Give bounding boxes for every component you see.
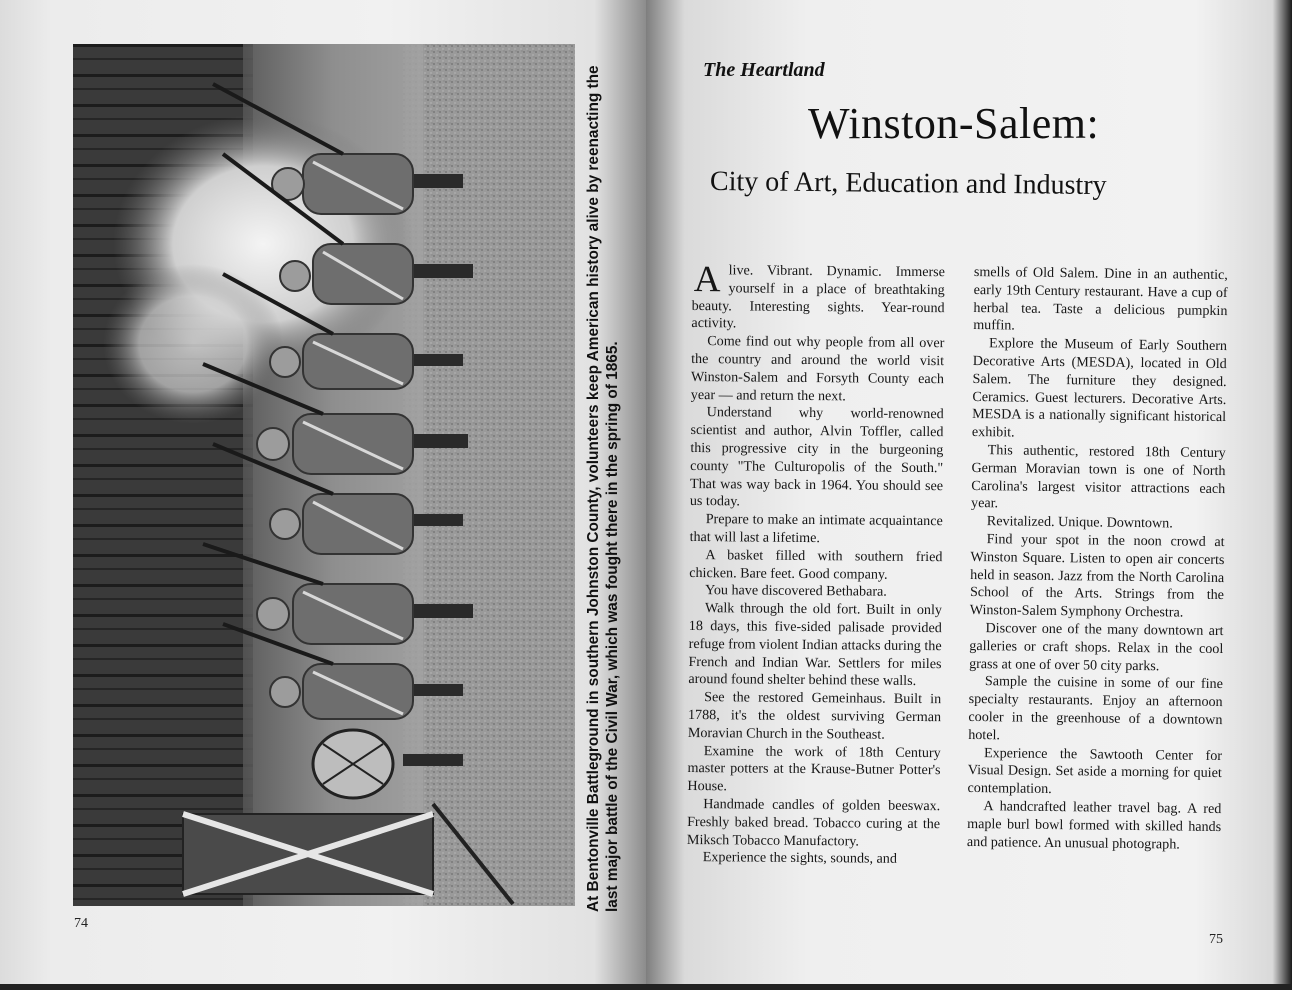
- text-column-1: [686, 259, 945, 869]
- paragraph: This authentic, restored 18th Century German Moravian town is one of North Carolina's largest visitor attractions each year.: [970, 442, 1226, 512]
- paragraph: Discover one of the many downtown art galleries or craft shops. Relax in the cool grass at one of over 50 city parks.: [969, 620, 1224, 674]
- photo-caption: [584, 44, 622, 912]
- paragraph: Find your spot in the noon crowd at Winston Square. Listen to open air concerts held in season. Jazz from the North Carolina School of the Arts. Strings from the Winston-Salem Symphony Orchestra.: [969, 531, 1225, 621]
- paragraph: Handmade candles of golden beeswax. Freshly baked bread. Tobacco curing at the Miksch Tobacco Manufactory.: [686, 796, 941, 849]
- caption-line-2: last major battle of the Civil War, which was fought there in the spring of 1865.: [604, 341, 621, 912]
- paragraph: A basket filled with southern fried chicken. Bare feet. Good company.: [689, 546, 943, 583]
- paragraph: Come find out why people from all over the country and around the world visit Winston-Salem and Forsyth County each year — and return the next.: [690, 333, 945, 404]
- article-title: Winston-Salem:: [808, 99, 1100, 148]
- paragraph: Explore the Museum of Early Southern Decorative Arts (MESDA), located in Old Salem. The furniture they designed. Ceramics. Guest lecturers. Decorative Arts. MESDA is a nationally significant historical exhibit.: [971, 335, 1228, 441]
- paragraph: Understand why world-renowned scientist and author, Alvin Toffler, called this progressive city in the burgeoning county "The Culturopolis of the South." That was way back in 1964. You should see us today.: [689, 404, 944, 510]
- paragraph: Walk through the old fort. Built in only 18 days, this five-sided palisade provided refuge from violent Indian attacks during the French and Indian War. Settlers for miles around found shelter behind these walls.: [688, 600, 943, 690]
- paragraph: Experience the Sawtooth Center for Visual Design. Set aside a morning for quiet contemplation.: [967, 744, 1223, 798]
- paragraph: See the restored Gemeinhaus. Built in 1788, it's the oldest surviving German Moravian Church in the Southeast.: [687, 689, 942, 743]
- paragraph: You have discovered Bethabara.: [705, 582, 887, 601]
- paragraph: Alive. Vibrant. Dynamic. Immerse yourself in a place of breathtaking beauty. Interesting sights. Year-round activity.: [691, 259, 945, 332]
- drop-cap: A: [693, 259, 721, 301]
- paragraph: smells of Old Salem. Dine in an authentic, early 19th Century restaurant. Have a cup of herbal tea. Taste a delicious pumpkin muffin.: [973, 264, 1228, 334]
- scan-edge-bottom: [0, 984, 1292, 990]
- paragraph: Sample the cuisine in some of our fine specialty restaurants. Enjoy an afternoon cooler in the greenhouse of a downtown hotel.: [968, 673, 1223, 744]
- page-number-right: 75: [1209, 932, 1223, 947]
- article-subtitle: City of Art, Education and Industry: [709, 165, 1107, 202]
- page-number-left: 74: [74, 916, 88, 931]
- civil-war-reenactment-photo: [73, 44, 575, 906]
- caption-line-1: At Bentonville Battleground in southern Johnston County, volunteers keep American history alive by reenacting the: [585, 65, 602, 912]
- text-column-2: [967, 264, 1228, 854]
- section-label: The Heartland: [703, 59, 825, 81]
- paragraph: Revitalized. Unique. Downtown.: [986, 513, 1173, 532]
- paragraph: Examine the work of 18th Century master potters at the Krause-Butner Potter's House.: [687, 742, 941, 795]
- paragraph: Prepare to make an intimate acquaintance that will last a lifetime.: [689, 511, 943, 547]
- paragraph: A handcrafted leather travel bag. A red maple burl bowl formed with skilled hands and patience. An unusual photograph.: [966, 798, 1222, 853]
- paragraph: Experience the sights, sounds, and: [702, 849, 898, 868]
